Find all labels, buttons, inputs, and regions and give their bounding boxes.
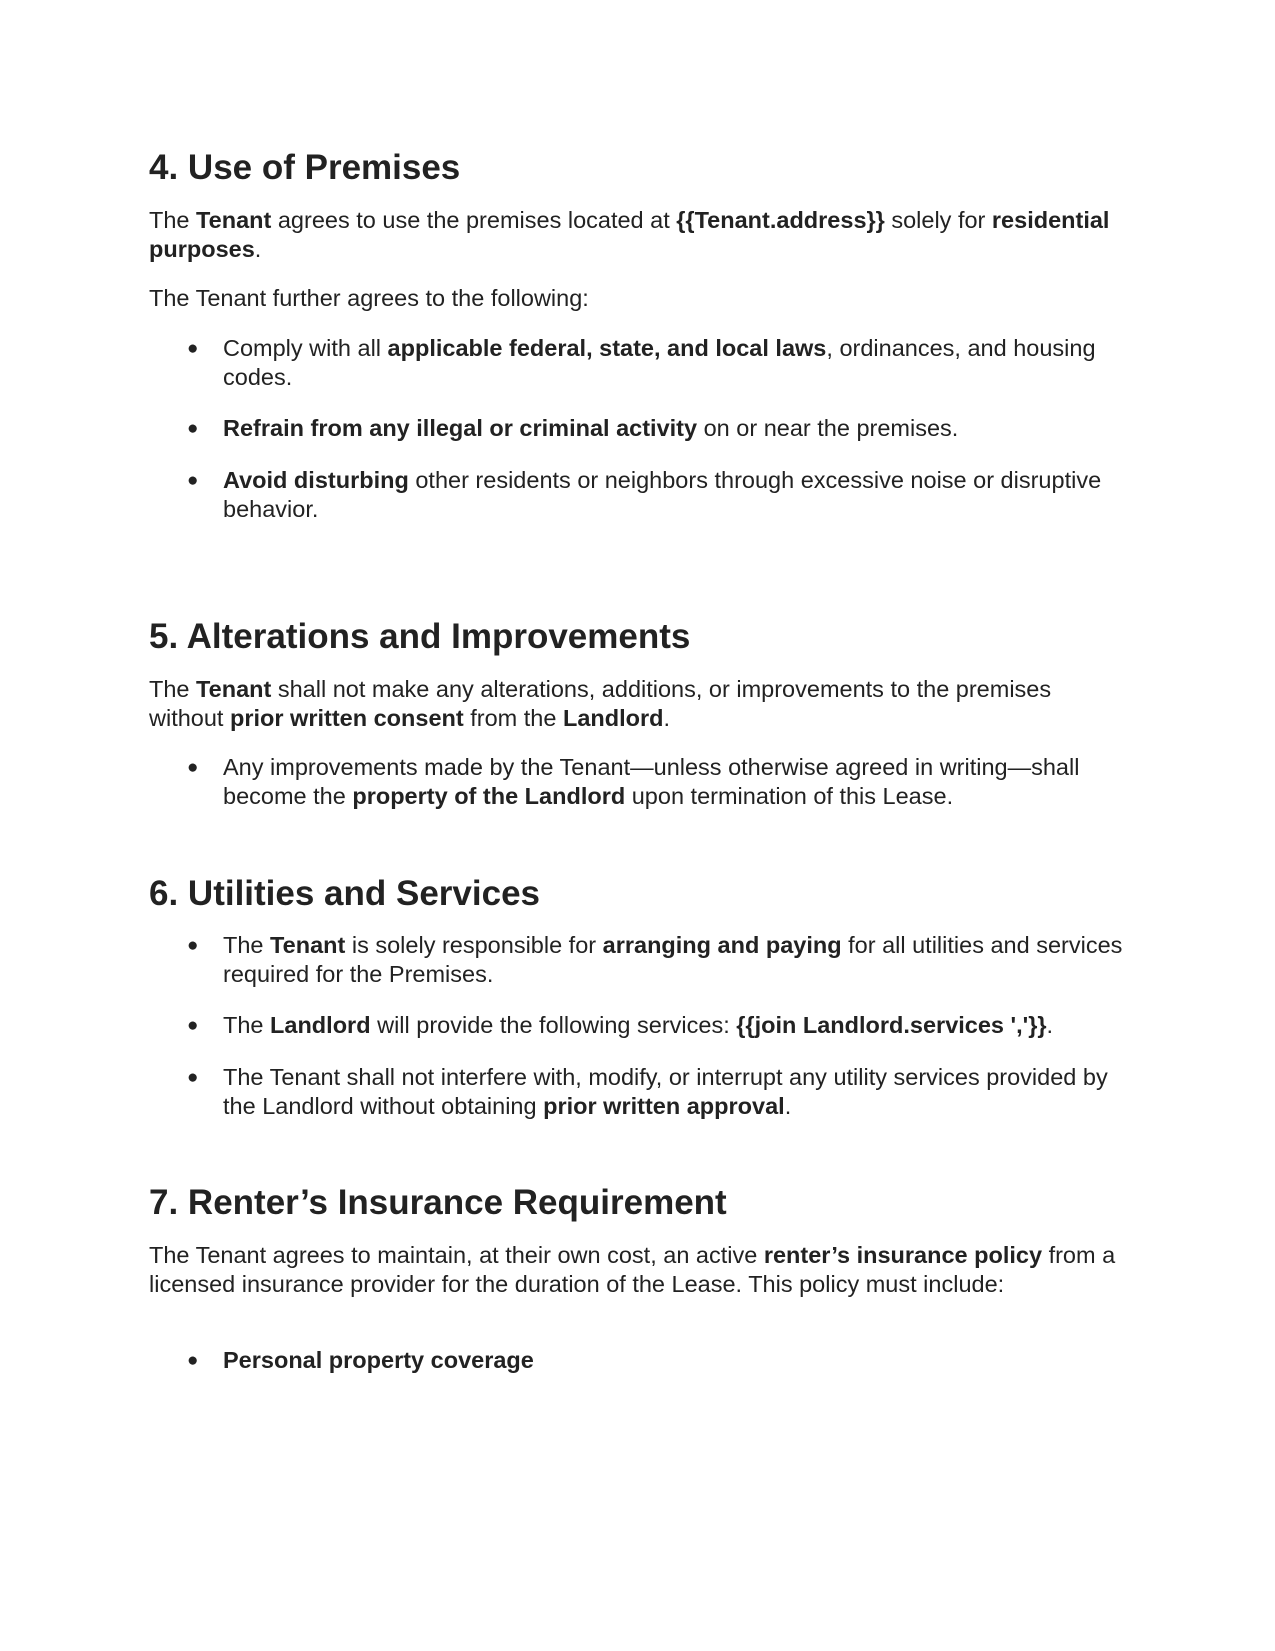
bold-run: property of the Landlord: [352, 783, 626, 809]
text-run: The Tenant shall not interfere with, modify, or interrupt any utility services provided by the Landlord without obtaining: [223, 1064, 1108, 1119]
bold-run: {{Tenant.address}}: [676, 207, 885, 233]
list-item: [187, 931, 1123, 989]
list-item-text: [223, 754, 1079, 809]
text-run: .: [784, 1093, 792, 1119]
bullet-icon: ●: [187, 1015, 199, 1036]
bold-run: Personal property coverage: [223, 1347, 534, 1373]
text-run: The: [149, 676, 197, 702]
section-heading-utilities: 6. Utilities and Services: [149, 874, 541, 913]
list-item: [187, 466, 1123, 524]
list-item-text: [223, 1064, 1108, 1119]
text-run: from a licensed insurance provider for the duration of the Lease. This policy must include:: [149, 1242, 1116, 1297]
text-run: on or near the premises.: [697, 415, 959, 441]
bullet-icon: ●: [187, 418, 199, 439]
list-item-text: [223, 932, 1122, 987]
list-item: [187, 753, 1123, 811]
list-item-text: [223, 467, 1101, 522]
section-heading-alterations: 5. Alterations and Improvements: [149, 617, 691, 656]
bullet-icon: ●: [187, 1067, 199, 1088]
bullet-icon: ●: [187, 1350, 199, 1371]
text-run: The: [149, 207, 197, 233]
bold-run: prior written consent: [230, 705, 464, 731]
list-item: [187, 1063, 1123, 1121]
bullet-icon: ●: [187, 470, 199, 491]
bullet-icon: ●: [187, 338, 199, 359]
list-item: [187, 334, 1123, 392]
text-run: solely for: [884, 207, 992, 233]
paragraph-use-of-premises: [149, 206, 1119, 264]
bullet-icon: ●: [187, 935, 199, 956]
bold-run: Tenant: [196, 676, 272, 702]
list-item: [187, 1346, 1123, 1375]
bold-run: {{join Landlord.services ','}}: [736, 1012, 1047, 1038]
bullet-icon: ●: [187, 757, 199, 778]
section-heading-insurance: 7. Renter’s Insurance Requirement: [149, 1183, 727, 1222]
text-run: .: [1046, 1012, 1054, 1038]
paragraph-further-agrees: The Tenant further agrees to the following:: [149, 285, 589, 311]
bold-run: Tenant: [196, 207, 272, 233]
text-run: The: [223, 932, 271, 958]
list-item-text: [223, 415, 958, 441]
paragraph-alterations: [149, 675, 1119, 733]
bold-run: Landlord: [270, 1012, 371, 1038]
bold-run: arranging and paying: [602, 932, 842, 958]
bold-run: renter’s insurance policy: [763, 1242, 1043, 1268]
list-item-text: [223, 1347, 534, 1373]
bold-run: Avoid disturbing: [223, 467, 409, 493]
bold-run: applicable federal, state, and local laws: [387, 335, 827, 361]
text-run: .: [663, 705, 671, 731]
text-run: agrees to use the premises located at: [271, 207, 677, 233]
list-item: [187, 414, 1123, 443]
bold-run: Tenant: [270, 932, 346, 958]
list-item: [187, 1011, 1123, 1040]
text-run: Comply with all: [223, 335, 388, 361]
bold-run: Refrain from any illegal or criminal activity: [223, 415, 698, 441]
bold-run: residential purposes: [149, 207, 1110, 262]
text-run: from the: [463, 705, 563, 731]
text-run: Any improvements made by the Tenant—unless otherwise agreed in writing—shall become the: [223, 754, 1080, 809]
text-run: will provide the following services:: [370, 1012, 737, 1038]
text-run: The Tenant agrees to maintain, at their own cost, an active: [149, 1242, 764, 1268]
paragraph-insurance: [149, 1241, 1119, 1299]
text-run: other residents or neighbors through excessive noise or disruptive behavior.: [223, 467, 1102, 522]
bold-run: prior written approval: [543, 1093, 785, 1119]
section-heading-use-of-premises: 4. Use of Premises: [149, 148, 461, 187]
text-run: , ordinances, and housing codes.: [223, 335, 1096, 390]
list-item-text: [223, 1012, 1053, 1038]
text-run: for all utilities and services required for the Premises.: [223, 932, 1123, 987]
text-run: .: [254, 236, 262, 262]
text-run: The: [223, 1012, 271, 1038]
list-item-text: [223, 335, 1096, 390]
text-run: shall not make any alterations, additions, or improvements to the premises without: [149, 676, 1052, 731]
bold-run: Landlord: [562, 705, 664, 731]
text-run: upon termination of this Lease.: [625, 783, 954, 809]
text-run: is solely responsible for: [345, 932, 603, 958]
